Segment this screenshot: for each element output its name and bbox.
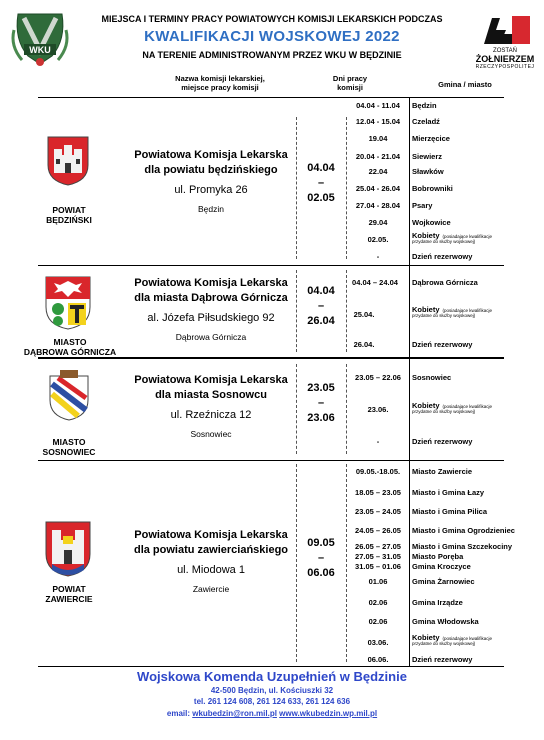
date-range-start: 04.04: [307, 162, 335, 174]
date-range: [300, 284, 342, 329]
commission-address: ul. Promyka 26: [174, 184, 248, 196]
section-divider: [38, 265, 504, 266]
schedule-date: 27.04 - 28.04: [355, 201, 401, 210]
region-label-line1: MIASTO: [52, 437, 86, 447]
schedule-gmina: Czeladź: [412, 117, 440, 126]
region-label-line2: SOSNOWIEC: [42, 447, 96, 457]
schedule-date: 09.05.-18.05.: [355, 467, 401, 476]
schedule-gmina-label: Kobiety: [412, 231, 440, 240]
schedule-gmina: Sosnowiec: [412, 373, 452, 382]
date-range: [300, 161, 342, 206]
column-header-name-line2: miejsce pracy komisji: [181, 83, 259, 92]
commission-name-line1: Powiatowa Komisja Lekarska: [134, 277, 288, 289]
schedule-gmina: Gmina Irządze: [412, 598, 463, 607]
schedule-gmina: Dzień rezerwowy: [412, 252, 473, 261]
schedule-gmina: Miasto i Gmina Szczekociny: [412, 542, 513, 551]
commission-info: [126, 528, 296, 594]
schedule-gmina-note: (posiadające kwalifikacje: [442, 404, 493, 409]
schedule-date: 18.05 – 23.05: [355, 488, 401, 497]
schedule-date: 02.06: [368, 617, 388, 626]
region-label: [34, 437, 104, 457]
schedule-gmina: Sławków: [412, 167, 444, 176]
header-line-3: NA TERENIE ADMINISTROWANYM PRZEZ WKU W BĘDZINIE: [142, 50, 402, 60]
schedule-gmina: Siewierz: [412, 152, 443, 161]
date-range-dash: –: [317, 177, 325, 189]
sosnowiec-coat-of-arms: [48, 370, 90, 427]
commission-name-line2: dla miasta Dąbrowa Górnicza: [134, 292, 288, 304]
schedule-date: 19.04: [368, 134, 388, 143]
schedule-gmina: Miasto i Gmina Pilica: [412, 507, 488, 516]
schedule-gmina-label: Kobiety: [412, 305, 440, 314]
date-range-start: 23.05: [307, 382, 335, 394]
schedule-gmina: Miasto i Gmina Ogrodzieniec: [412, 526, 515, 535]
schedule-date: 26.04.: [353, 340, 375, 349]
zawiercie-coat-of-arms: [44, 520, 92, 583]
schedule-date: 02.05.: [367, 235, 389, 244]
schedule-gmina: [412, 633, 492, 646]
schedule-gmina: Miasto i Gmina Łazy: [412, 488, 485, 497]
schedule-gmina-note-line2: przydatne do służby wojskowej): [412, 239, 476, 244]
dashed-divider: [296, 364, 297, 454]
table-top-border: [38, 97, 504, 98]
section-divider: [38, 357, 504, 359]
date-range-start: 04.04: [307, 285, 335, 297]
date-range-start: 09.05: [307, 537, 335, 549]
date-range-end: 23.06: [307, 412, 335, 424]
schedule-date: 01.06: [368, 577, 388, 586]
commission-info: [126, 276, 296, 342]
page-title: KWALIFIKACJI WOJSKOWEJ 2022: [144, 28, 400, 45]
schedule-gmina-label: Kobiety: [412, 633, 440, 642]
column-header-days-line2: komisji: [337, 83, 363, 92]
schedule-date: 22.04: [368, 167, 388, 176]
commission-city: Dąbrowa Górnicza: [175, 332, 247, 342]
schedule-date: 23.05 – 22.06: [355, 373, 401, 382]
schedule-date: 25.04.: [353, 310, 375, 319]
region-label: [36, 205, 102, 225]
column-header-days-line1: Dni pracy: [332, 74, 368, 83]
schedule-gmina-note-line2: przydatne do służby wojskowej): [412, 409, 476, 414]
table-bottom-border: [38, 666, 504, 667]
dashed-divider: [296, 270, 297, 352]
commission-city: Będzin: [198, 204, 224, 214]
schedule-gmina: Wojkowice: [412, 218, 451, 227]
schedule-gmina: Bobrowniki: [412, 184, 453, 193]
schedule-date: 03.06.: [367, 638, 389, 647]
footer-address: 42-500 Będzin, ul. Kościuszki 32: [210, 686, 334, 695]
bedzin-coat-of-arms: [46, 135, 90, 192]
schedule-gmina: Gmina Żarnowiec: [412, 577, 475, 586]
wku-logo-text: WKU: [29, 45, 51, 55]
schedule-date: 29.04: [368, 218, 388, 227]
footer-contact: [0, 709, 544, 718]
column-header-name-line1: Nazwa komisji lekarskiej,: [175, 74, 265, 83]
section-divider: [38, 460, 504, 461]
schedule-gmina: [412, 401, 492, 414]
region-label-line1: POWIAT: [52, 584, 86, 594]
schedule-gmina-label: Kobiety: [412, 401, 440, 410]
schedule-gmina: Miasto Zawiercie: [412, 467, 473, 476]
schedule-date: 23.06.: [367, 405, 389, 414]
logo-sub-text: RZECZYPOSPOLITEJ: [475, 64, 535, 70]
dashed-divider: [346, 464, 347, 662]
schedule-gmina: Dzień rezerwowy: [412, 340, 473, 349]
schedule-date: 04.04 - 11.04: [356, 101, 400, 110]
schedule-date: 12.04 - 15.04: [355, 117, 401, 126]
schedule-date: 02.06: [368, 598, 388, 607]
logo-small-text: ZOSTAŃ: [493, 48, 517, 54]
commission-city: Sosnowiec: [190, 429, 232, 439]
schedule-date: 06.06.: [367, 655, 389, 664]
commission-info: [126, 373, 296, 439]
schedule-date: 25.04 - 26.04: [355, 184, 401, 193]
footer-phones: tel. 261 124 608, 261 124 633, 261 124 636: [193, 697, 351, 706]
dashed-divider: [296, 117, 297, 259]
dashed-divider: [346, 117, 347, 259]
commission-name-line1: Powiatowa Komisja Lekarska: [134, 374, 288, 386]
schedule-date: 23.05 – 24.05: [355, 507, 401, 516]
date-range: [300, 381, 342, 426]
column-header-days: [320, 74, 380, 92]
commission-name-line2: dla miasta Sosnowcu: [155, 389, 267, 401]
schedule-gmina: Gmina Kroczyce: [412, 562, 471, 571]
region-label: [34, 584, 104, 604]
commission-address: ul. Rzeźnicza 12: [170, 409, 252, 421]
commission-name-line1: Powiatowa Komisja Lekarska: [134, 529, 288, 541]
region-label-line1: POWIAT: [52, 205, 86, 215]
dabrowa-coat-of-arms: [44, 275, 92, 336]
dashed-divider: [346, 364, 347, 454]
schedule-date: -: [376, 252, 380, 261]
schedule-gmina: Miasto Poręba: [412, 552, 464, 561]
footer-title: Wojskowa Komenda Uzupełnień w Będzinie: [137, 669, 407, 684]
column-header-gmina: Gmina / miasto: [438, 80, 492, 89]
commission-name-line2: dla powiatu będzińskiego: [144, 164, 278, 176]
schedule-date: 26.05 – 27.05: [355, 542, 401, 551]
schedule-date: -: [376, 437, 380, 446]
date-range-dash: –: [317, 300, 325, 312]
date-range-end: 06.06: [307, 567, 335, 579]
schedule-gmina-note: (posiadające kwalifikacje: [442, 308, 493, 313]
schedule-gmina: Gmina Włodowska: [412, 617, 479, 626]
schedule-gmina: Dzień rezerwowy: [412, 655, 473, 664]
schedule-gmina: Dąbrowa Górnicza: [412, 278, 478, 287]
region-label-line2: BĘDZIŃSKI: [46, 215, 92, 225]
schedule-date: 27.05 – 31.05: [355, 552, 401, 561]
commission-name-line2: dla powiatu zawierciańskiego: [133, 544, 289, 556]
wku-logo: [8, 6, 72, 70]
schedule-date: 04.04 – 24.04: [352, 278, 398, 287]
column-header-name: [140, 74, 300, 92]
logo-main-text: ŻOŁNIERZEM: [475, 54, 535, 64]
commission-address: al. Józefa Piłsudskiego 92: [147, 312, 275, 324]
date-range: [300, 536, 342, 581]
schedule-date: 31.05 – 01.06: [355, 562, 401, 571]
schedule-gmina: Dzień rezerwowy: [412, 437, 473, 446]
region-label-line2: ZAWIERCIE: [45, 594, 93, 604]
region-label-line2: DĄBROWA GÓRNICZA: [23, 347, 117, 357]
schedule-date: 20.04 - 21.04: [355, 152, 401, 161]
header-line-1: MIEJSCA I TERMINY PRACY POWIATOWYCH KOMISJI LEKARSKICH PODCZAS: [101, 14, 443, 24]
schedule-gmina: [412, 231, 492, 244]
date-range-end: 02.05: [307, 192, 335, 204]
date-range-end: 26.04: [307, 315, 335, 327]
column-divider: [409, 97, 410, 666]
commission-address: ul. Miodowa 1: [177, 564, 245, 576]
date-range-dash: –: [317, 397, 325, 409]
schedule-gmina: [412, 305, 492, 318]
commission-name-line1: Powiatowa Komisja Lekarska: [134, 149, 288, 161]
zostan-zolnierzem-logo: [470, 12, 540, 70]
schedule-gmina-note-line2: przydatne do służby wojskowej): [412, 641, 476, 646]
schedule-gmina-note: (posiadające kwalifikacje: [442, 234, 493, 239]
region-label: [18, 337, 122, 357]
schedule-gmina: Będzin: [412, 101, 437, 110]
website-link[interactable]: www.wkubedzin.wp.mil.pl: [279, 709, 378, 718]
email-label: email:: [166, 709, 190, 718]
schedule-gmina: Psary: [412, 201, 433, 210]
schedule-gmina: Mierzęcice: [412, 134, 450, 143]
email-link[interactable]: wkubedzin@ron.mil.pl: [192, 709, 277, 718]
commission-city: Zawiercie: [192, 584, 230, 594]
date-range-dash: –: [317, 552, 325, 564]
region-label-line1: MIASTO: [53, 337, 87, 347]
schedule-date: 24.05 – 26.05: [355, 526, 401, 535]
schedule-gmina-note: (posiadające kwalifikacje: [442, 636, 493, 641]
commission-info: [126, 148, 296, 214]
dashed-divider: [296, 464, 297, 662]
schedule-gmina-note-line2: przydatne do służby wojskowej): [412, 313, 476, 318]
